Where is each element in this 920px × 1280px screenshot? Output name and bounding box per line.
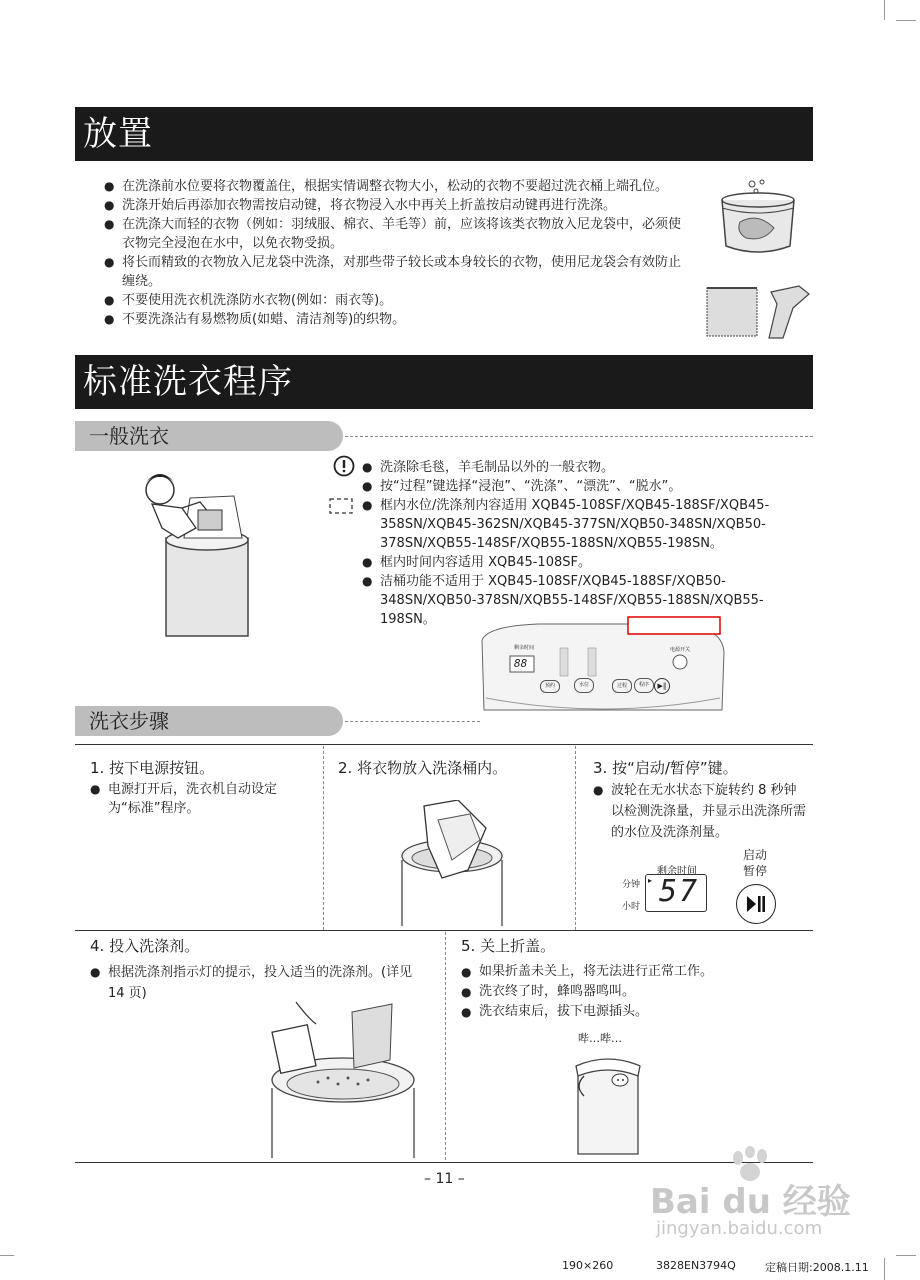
tub-illustration — [712, 178, 804, 258]
section-header-standard-program — [75, 355, 813, 409]
steps-middle-rule — [75, 930, 813, 931]
list-item: ● 洗衣结束后，拔下电源插头。 — [461, 1002, 801, 1022]
list-item: ● 洗涤开始后再添加衣物需按启动键，将衣物浸入水中再关上折盖按启动键再进行洗涤。 — [104, 196, 689, 215]
footer-size: 190×260 — [562, 1259, 614, 1272]
list-item: ● 按“过程”键选择“浸泡”、“洗涤”、“漂洗”、“脱水”。 — [362, 477, 814, 496]
list-item: ● 不要洗涤沾有易燃物质(如蜡、清洁剂等)的织物。 — [104, 310, 689, 329]
list-item: ● 将长而精致的衣物放入尼龙袋中洗涤，对那些带子较长或本身较长的衣物，使用尼龙袋会有效防止缠绕。 — [104, 253, 689, 291]
control-panel-illustration — [478, 612, 728, 714]
tab-washing-steps — [75, 706, 343, 736]
panel-button-reserve[interactable] — [540, 680, 560, 693]
step-2-title: 2. 将衣物放入洗涤桶内。 — [338, 759, 508, 777]
list-item: ● 洗涤除毛毯，羊毛制品以外的一般衣物。 — [362, 458, 814, 477]
button-label: 预约 — [544, 683, 555, 689]
play-pause-icon — [746, 895, 766, 913]
pause-label: 暂停 — [743, 864, 768, 878]
steps-top-rule — [75, 744, 813, 745]
caution-icon — [333, 455, 355, 477]
baidu-watermark — [650, 1146, 860, 1246]
divider — [345, 721, 480, 722]
crop-mark — [884, 0, 885, 20]
watermark-url: jingyan.baidu.com — [656, 1218, 823, 1239]
crop-mark — [0, 1255, 14, 1256]
panel-button-program[interactable] — [634, 678, 654, 693]
step-5-notes — [461, 962, 801, 1022]
section-title: 放置 — [83, 114, 153, 154]
step-5-title: 5. 关上折盖。 — [461, 937, 556, 955]
panel-power-label: 电源开关 — [670, 647, 691, 653]
list-item: ● 根据洗涤剂指示灯的提示，投入适当的洗涤剂。(详见 14 页) — [90, 962, 430, 1004]
watermark-brand: Bai du 经验 — [650, 1182, 851, 1222]
button-label: 水位 — [578, 682, 589, 688]
general-notes-list — [362, 458, 814, 629]
list-item: ● 框内水位/洗涤剂内容适用 XQB45-108SF/XQB45-188SF/XQB45-358SN/XQB45-362SN/XQB45-377SN/XQB50-348SN/XQB50-378SN/XQB55-148SF/XQB55-188SN/XQB55-198SN。 — [362, 496, 814, 553]
list-item: ● 不要使用洗衣机洗涤防水衣物(例如：雨衣等)。 — [104, 291, 689, 310]
section-header-placement — [75, 107, 813, 161]
list-item: ● 如果折盖未关上，将无法进行正常工作。 — [461, 962, 801, 982]
list-item: ● 在洗涤大而轻的衣物（例如：羽绒服、棉衣、羊毛等）前，应该将该类衣物放入尼龙袋中，必须使衣物完全浸泡在水中，以免衣物受损。 — [104, 215, 689, 253]
panel-start-pause-button[interactable]: ▶‖ — [654, 678, 670, 694]
nylon-bag-illustration — [703, 282, 813, 340]
list-item: ● 波轮在无水状态下旋转约 8 秒钟以检测洗涤量，并显示出洗涤所需的水位及洗涤剂量。 — [593, 780, 808, 843]
placement-bullet-list — [104, 177, 689, 329]
crop-mark — [896, 20, 916, 21]
tab-general-laundry — [75, 421, 343, 451]
beep-text: 哔…哔… — [578, 1032, 622, 1045]
remaining-time-display: ▸ 57 — [645, 874, 707, 912]
tab-label: 一般洗衣 — [89, 424, 169, 448]
crop-mark — [884, 1258, 885, 1280]
display-value: 57 — [659, 874, 700, 909]
start-pause-button[interactable] — [736, 884, 776, 924]
step-1-title: 1. 按下电源按钮。 — [90, 759, 215, 777]
display-unit-minute: 分钟 — [622, 880, 641, 890]
list-item: ● 框内时间内容适用 XQB45-108SF。 — [362, 553, 814, 572]
display-label: 剩余时间 — [657, 866, 697, 877]
panel-button-water-level[interactable] — [574, 678, 594, 693]
step-1-notes — [90, 780, 305, 818]
section-title: 标准洗衣程序 — [83, 362, 293, 402]
clothes-into-tub-illustration — [398, 800, 506, 926]
panel-remaining-time-label: 剩余时间 — [514, 645, 535, 651]
display-unit-hour: 小时 — [622, 902, 641, 912]
footer-date: 定稿日期:2008.1.11 — [765, 1261, 869, 1274]
list-item: ● 洗衣终了时，蜂鸣器鸣叫。 — [461, 982, 801, 1002]
step-3-title: 3. 按“启动/暂停”键。 — [593, 759, 738, 777]
list-item: ● 洁桶功能不适用于 XQB45-108SF/XQB45-188SF/XQB50-348SN/XQB50-378SN/XQB55-148SF/XQB55-188SN/XQB55-198SN。 — [362, 572, 814, 629]
divider — [575, 746, 576, 930]
panel-digits: 88 — [514, 657, 528, 670]
detergent-pouring-illustration — [268, 998, 418, 1158]
list-item: ● 电源打开后，洗衣机自动设定为“标准”程序。 — [90, 780, 305, 818]
start-label: 启动 — [743, 848, 768, 862]
tab-label: 洗衣步骤 — [89, 709, 169, 733]
panel-button-process[interactable] — [612, 679, 632, 693]
dashed-frame-icon — [328, 497, 356, 515]
list-item: ● 在洗涤前水位要将衣物覆盖住，根据实情调整衣物大小，松动的衣物不要超过洗衣桶上端孔位。 — [104, 177, 689, 196]
divider — [445, 932, 446, 1160]
footer-code: 3828EN3794Q — [656, 1259, 736, 1272]
divider — [345, 436, 813, 437]
step-4-title: 4. 投入洗涤剂。 — [90, 937, 200, 955]
woman-loading-washer-illustration — [138, 468, 258, 640]
button-label: 程序 — [638, 682, 649, 688]
button-label: 过程 — [616, 683, 627, 689]
page-number: – 11 – — [424, 1171, 465, 1187]
step-3-notes — [593, 780, 808, 843]
closed-washer-illustration — [570, 1046, 646, 1162]
crop-mark — [896, 1255, 916, 1256]
divider — [323, 746, 324, 930]
